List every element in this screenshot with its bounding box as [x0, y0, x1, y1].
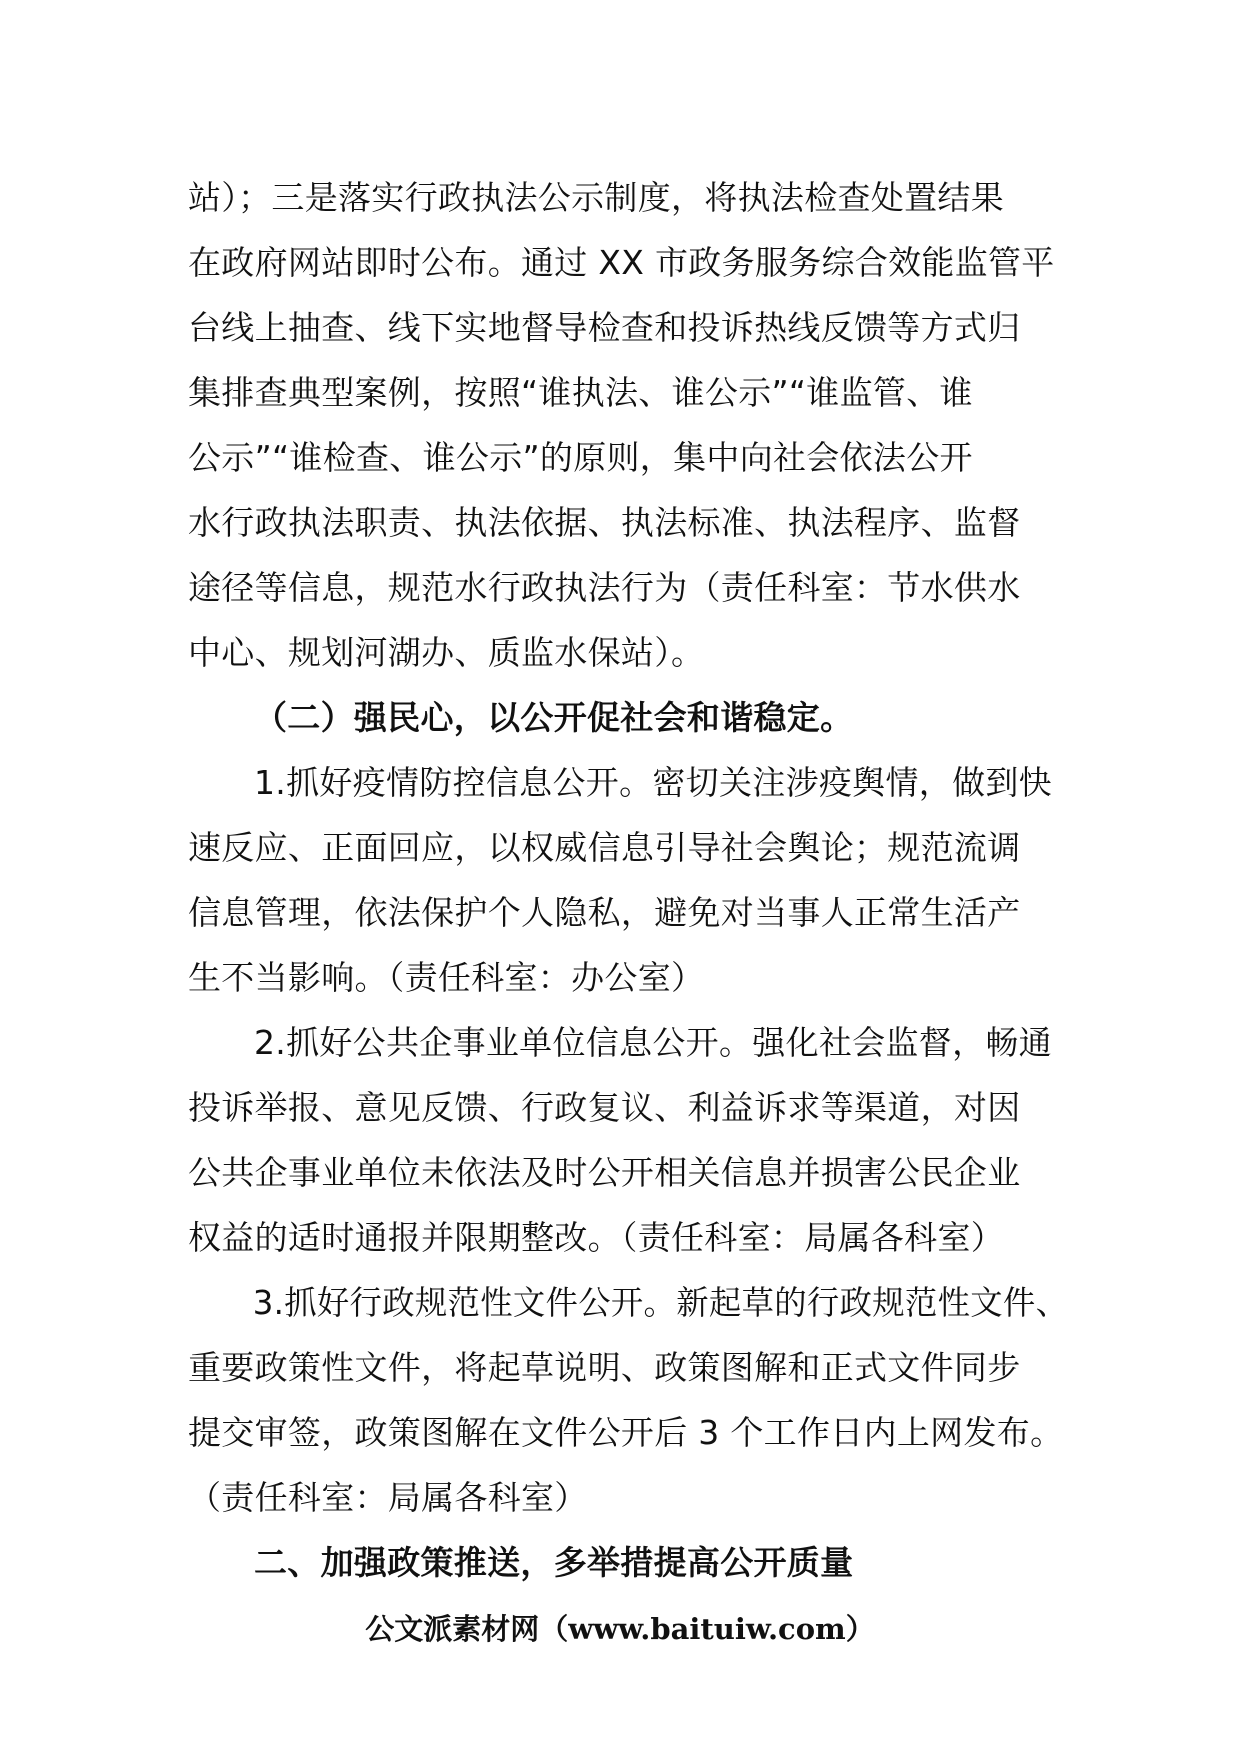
text-line: 站）；三是落实行政执法公示制度，将执法检查处置结果	[188, 178, 1004, 217]
text-line: 水行政执法职责、执法依据、执法标准、执法程序、监督	[188, 503, 1021, 542]
paragraph	[188, 165, 1068, 685]
paragraph	[188, 1270, 1068, 1530]
text-line: 提交审签，政策图解在文件公开后 3 个工作日内上网发布。	[188, 1413, 1064, 1452]
text-line: 集排查典型案例，按照“谁执法、谁公示”“谁监管、谁	[188, 373, 973, 412]
text-line: 1.抓好疫情防控信息公开。密切关注涉疫舆情，做到快	[254, 763, 1052, 802]
text-line: （责任科室：局属各科室）	[188, 1478, 588, 1517]
text-line: 3.抓好行政规范性文件公开。新起草的行政规范性文件、	[252, 1283, 1069, 1322]
text-line: 途径等信息，规范水行政执法行为（责任科室：节水供水	[188, 568, 1021, 607]
page-footer-watermark: 公文派素材网（www.baituiw.com）	[365, 1612, 875, 1646]
section-heading	[188, 1530, 1068, 1595]
text-line: 权益的适时通报并限期整改。（责任科室：局属各科室）	[188, 1218, 1004, 1257]
text-line: 重要政策性文件，将起草说明、政策图解和正式文件同步	[188, 1348, 1021, 1387]
text-line: 中心、规划河湖办、质监水保站）。	[188, 633, 705, 672]
paragraph	[188, 1010, 1068, 1270]
document-body	[188, 165, 1068, 1595]
text-line: 台线上抽查、线下实地督导检查和投诉热线反馈等方式归	[188, 308, 1021, 347]
text-line: 2.抓好公共企事业单位信息公开。强化社会监督，畅通	[254, 1023, 1052, 1062]
text-line: 公示”“谁检查、谁公示”的原则，集中向社会依法公开	[188, 438, 973, 477]
text-line: 信息管理，依法保护个人隐私，避免对当事人正常生活产	[188, 893, 1021, 932]
paragraph	[188, 750, 1068, 1010]
text-line: （二）强民心，以公开促社会和谐稳定。	[254, 698, 854, 737]
text-line: 生不当影响。（责任科室：办公室）	[188, 958, 705, 997]
text-line: 在政府网站即时公布。通过 XX 市政务服务综合效能监管平	[188, 243, 1055, 282]
section-subheading	[188, 685, 1068, 750]
text-line: 公共企事业单位未依法及时公开相关信息并损害公民企业	[188, 1153, 1021, 1192]
text-line: 投诉举报、意见反馈、行政复议、利益诉求等渠道，对因	[188, 1088, 1021, 1127]
text-line: 速反应、正面回应，以权威信息引导社会舆论；规范流调	[188, 828, 1021, 867]
text-line: 二、加强政策推送，多举措提高公开质量	[254, 1543, 854, 1582]
